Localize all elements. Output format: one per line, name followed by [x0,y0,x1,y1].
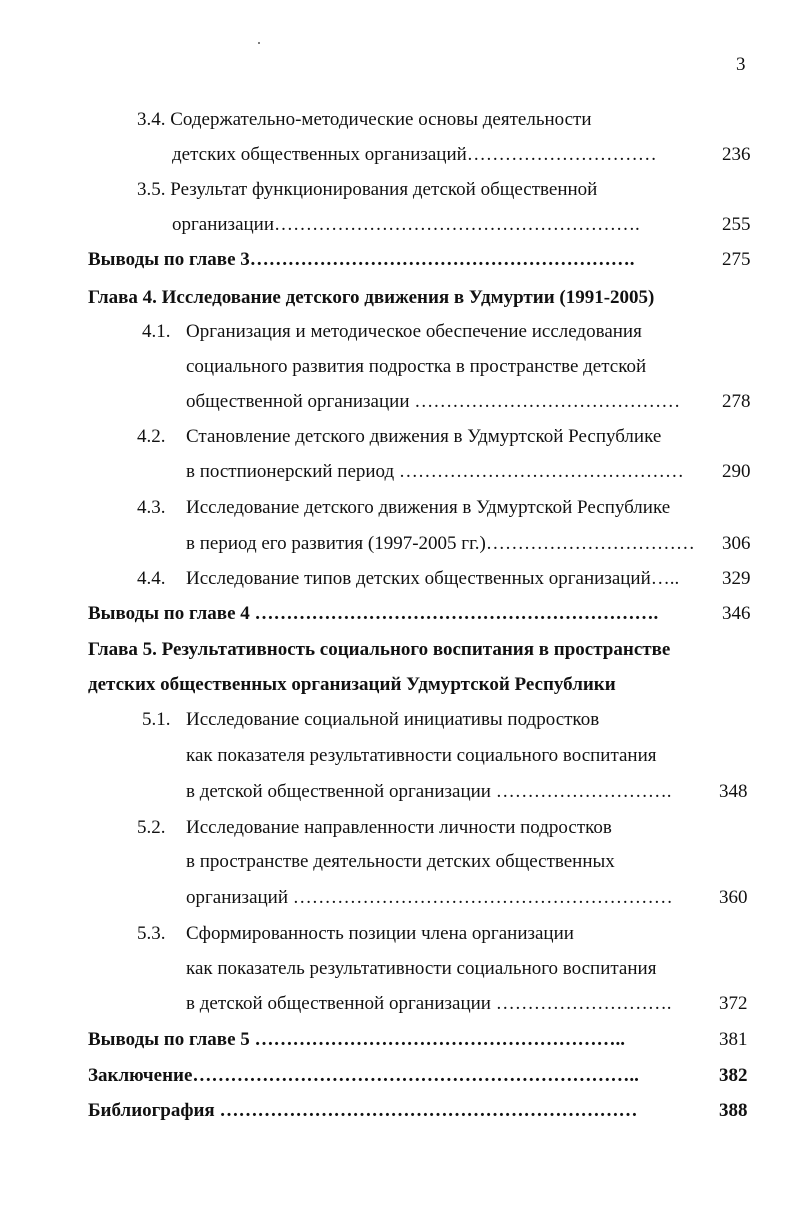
toc-entry-3-4-page: 236 [722,144,751,165]
toc-conclusions-3: Выводы по главе 3……………………………………………………. [88,249,635,270]
toc-entry-5-1-number: 5.1. [142,709,171,730]
toc-entry-4-3-page: 306 [722,533,751,554]
toc-entry-4-2-page: 290 [722,461,751,482]
toc-bibliography-page: 388 [719,1100,748,1121]
page-number: 3 [736,54,746,75]
toc-entry-5-1-line3: в детской общественной организации ………………………. [186,781,672,802]
toc-entry-4-4-page: 329 [722,568,751,589]
scan-speck [258,42,260,44]
toc-entry-5-1-page: 348 [719,781,748,802]
toc-entry-4-4-number: 4.4. [137,568,166,589]
toc-conclusions-4-page: 346 [722,603,751,624]
toc-conclusions-5: Выводы по главе 5 ………………………………………………….. [88,1029,626,1050]
toc-entry-5-2-line3: организаций …………………………………………………… [186,887,673,908]
toc-entry-5-2-line1: Исследование направленности личности подростков [186,817,612,838]
toc-entry-3-5-line1: 3.5. Результат функционирования детской общественной [137,179,598,200]
toc-entry-4-3-line2: в период его развития (1997-2005 гг.)…………………………… [186,533,695,554]
toc-entry-5-2-line2: в пространстве деятельности детских общественных [186,851,615,872]
toc-entry-5-2-number: 5.2. [137,817,166,838]
toc-entry-5-3-number: 5.3. [137,923,166,944]
toc-conclusions-4: Выводы по главе 4 ………………………………………………………. [88,603,659,624]
toc-entry-4-4-line1: Исследование типов детских общественных организаций….. [186,568,680,589]
toc-entry-5-3-line1: Сформированность позиции члена организации [186,923,574,944]
toc-entry-5-3-line2: как показатель результативности социального воспитания [186,958,657,979]
toc-conclusion: Заключение…………………………………………………………….. [88,1065,639,1086]
toc-conclusions-3-page: 275 [722,249,751,270]
toc-entry-3-4-line2: детских общественных организаций………………………… [172,144,657,165]
toc-bibliography: Библиография ………………………………………………………… [88,1100,638,1121]
toc-chapter-5-title-line2: детских общественных организаций Удмуртской Республики [88,674,616,695]
toc-entry-4-1-number: 4.1. [142,321,171,342]
toc-entry-4-2-line1: Становление детского движения в Удмуртской Республике [186,426,662,447]
toc-entry-3-4-line1: 3.4. Содержательно-методические основы деятельности [137,109,592,130]
toc-conclusions-5-page: 381 [719,1029,748,1050]
toc-entry-4-2-line2: в постпионерский период ……………………………………… [186,461,684,482]
toc-entry-5-1-line2: как показателя результативности социального воспитания [186,745,657,766]
toc-entry-5-2-page: 360 [719,887,748,908]
toc-entry-3-5-page: 255 [722,214,751,235]
toc-entry-4-1-line2: социального развития подростка в пространстве детской [186,356,647,377]
toc-entry-4-1-line1: Организация и методическое обеспечение исследования [186,321,642,342]
toc-conclusion-page: 382 [719,1065,748,1086]
toc-entry-4-1-line3: общественной организации …………………………………… [186,391,681,412]
toc-chapter-4-title: Глава 4. Исследование детского движения в Удмуртии (1991-2005) [88,287,655,308]
toc-entry-4-2-number: 4.2. [137,426,166,447]
toc-entry-5-3-page: 372 [719,993,748,1014]
toc-entry-5-3-line3: в детской общественной организации ………………………. [186,993,672,1014]
toc-entry-4-3-line1: Исследование детского движения в Удмуртской Республике [186,497,671,518]
toc-entry-3-5-line2: организации…………………………………………………. [172,214,640,235]
toc-chapter-5-title-line1: Глава 5. Результативность социального воспитания в пространстве [88,639,671,660]
toc-entry-4-3-number: 4.3. [137,497,166,518]
toc-entry-5-1-line1: Исследование социальной инициативы подростков [186,709,600,730]
toc-entry-4-1-page: 278 [722,391,751,412]
